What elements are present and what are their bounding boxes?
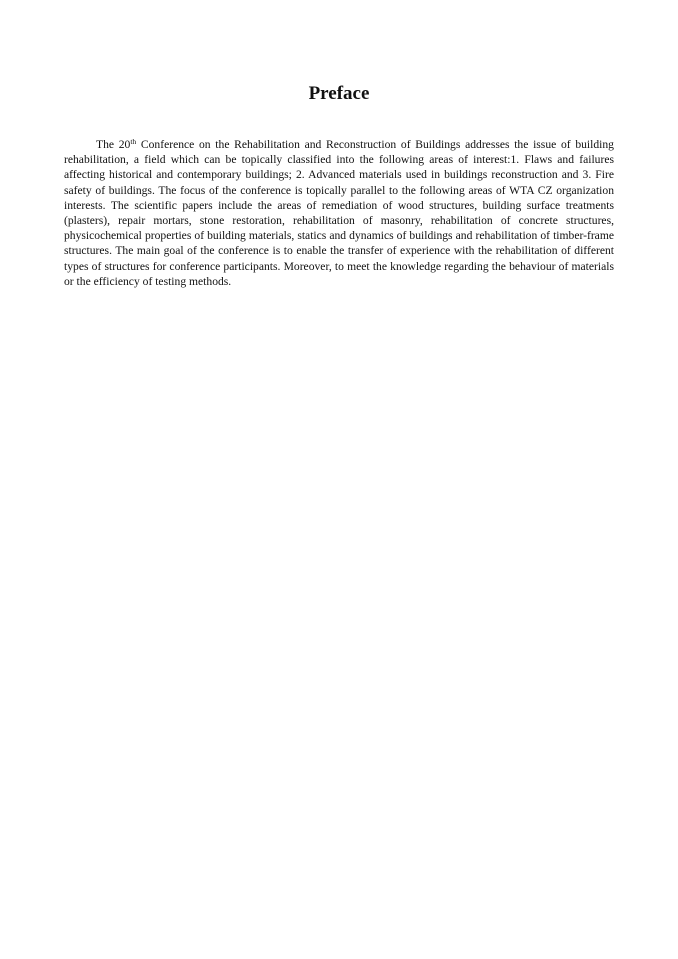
- preface-text-start: The 20: [96, 138, 131, 151]
- page-title: Preface: [308, 83, 370, 104]
- ordinal-superscript: th: [130, 137, 137, 146]
- preface-text-rest: Conference on the Rehabilitation and Reconstruction of Buildings addresses the issue of building rehabilitation, a field which can be topically classified into the following areas of interest:1. Flaws and failures affecting historical and contemporary buildings; 2. Advanced materials used in buildings reconstruction and 3. Fire safety of buildings. The focus of the conference is topically parallel to the following areas of WTA CZ organization interests. The scientific papers include the areas of remediation of wood structures, building surface treatments (plasters), repair mortars, stone restoration, rehabilitation of masonry, rehabilitation of concrete structures, physicochemical properties of building materials, statics and dynamics of buildings and rehabilitation of timber-frame structures. The main goal of the conference is to enable the transfer of experience with the rehabilitation of different types of structures for conference participants. Moreover, to meet the knowledge regarding the behaviour of materials or the efficiency of testing methods.: [64, 138, 614, 288]
- preface-paragraph: [64, 137, 614, 289]
